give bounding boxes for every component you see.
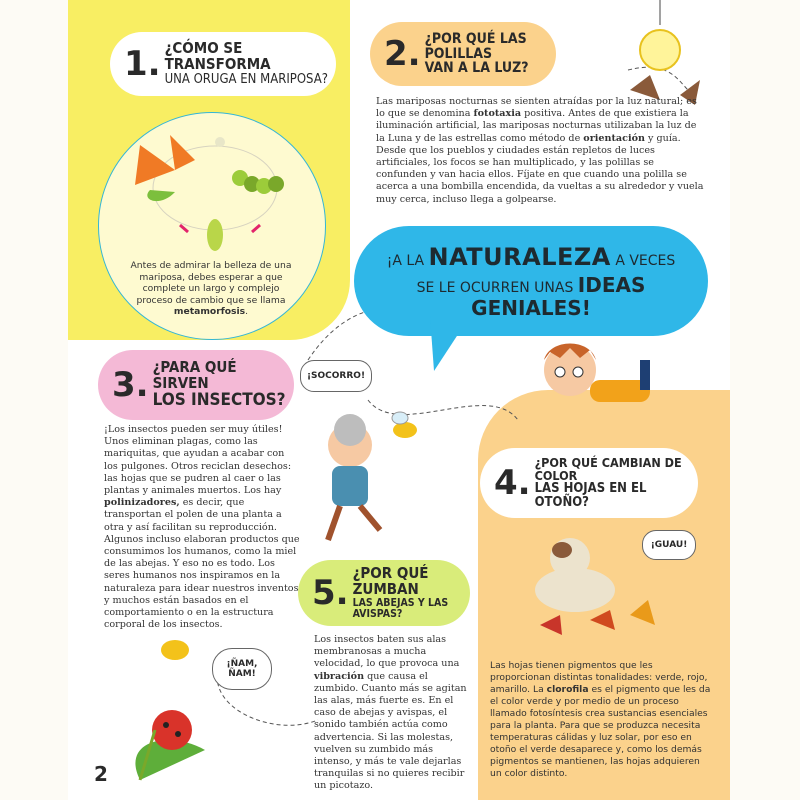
headline-part-e: IDEAS GENIALES! bbox=[471, 272, 646, 320]
nam-bubble: ¡ÑAM, ÑAM! bbox=[212, 648, 272, 690]
ladybug-bee-illustration bbox=[110, 630, 240, 790]
q5-title-line2: LAS ABEJAS Y LAS AVISPAS? bbox=[352, 596, 449, 620]
grandpa-bee-illustration bbox=[310, 400, 430, 550]
q3-number: 3. bbox=[112, 365, 149, 405]
q1-body: Antes de admirar la belleza de una mariposa, debes esperar a que complete un largo y complejo proceso de cambio que se llama metamorfosis. bbox=[130, 260, 292, 318]
q1-title-line2: UNA ORUGA EN MARIPOSA? bbox=[164, 71, 328, 87]
q5-title-line1: ¿POR QUÉ ZUMBAN bbox=[352, 564, 429, 598]
q2-number: 2. bbox=[384, 34, 421, 74]
q1-number: 1. bbox=[124, 44, 161, 84]
q4-title-line2: LAS HOJAS EN EL OTOÑO? bbox=[534, 481, 647, 511]
q2-title-line2: VAN A LA LUZ? bbox=[424, 60, 529, 77]
q1-bubble bbox=[110, 32, 336, 96]
q5-body: Los insectos baten sus alas membranosas a mucha velocidad, lo que provoca una vibración que causa el zumbido. Cuanto más se agitan las alas, más fuerte es. En el caso de abejas y avispas, el sonido también actúa como advertencia. Si las molestas, vuelven su zumbido más intenso, y más te vale dejarlas tranquilas si no quieres recibir un picotazo. bbox=[314, 634, 467, 792]
headline-part-b: NATURALEZA bbox=[428, 243, 611, 271]
q4-body: Las hojas tienen pigmentos que les proporcionan distintas tonalidades: verde, rojo, amarillo. La clorofila es el pigmento que les da el color verde y por medio de un proceso llamado fotosíntesis crea sustancias esenciales para la planta. Para que se produzca necesita temperaturas cálidas y luz solar, por eso en otoño el verde desaparece y, como los demás pigmentos se mantienen, las hojas adquieren un color distinto. bbox=[490, 660, 711, 779]
q2-title-line1: ¿POR QUÉ LAS POLILLAS bbox=[424, 30, 527, 62]
q5-number: 5. bbox=[312, 573, 349, 613]
q3-body: ¡Los insectos pueden ser muy útiles! Unos eliminan plagas, como las mariquitas, que ayudan a acabar con los pulgones. Otros reciclan desechos: las hojas que se pudren al caer o las plantas y animales muertos. Los hay polinizadores, es decir, que transportan el polen de una planta a otra y así facilitan su reproducción. Algunos incluso elaboran productos que consumimos los humanos, como la miel de las abejas. Y eso no es todo. Los seres humanos nos inspiramos en la naturaleza para idear nuestros inventos y muchos están basados en el comportamiento o en la estructura corporal de los insectos. bbox=[104, 424, 300, 631]
headline-part-a: ¡A LA bbox=[386, 253, 425, 269]
q4-bubble bbox=[480, 448, 698, 518]
q1-title-line1: ¿CÓMO SE TRANSFORMA bbox=[164, 39, 271, 74]
headline-part-c: A VECES bbox=[615, 253, 676, 269]
q4-number: 4. bbox=[494, 463, 531, 503]
socorro-bubble: ¡SOCORRO! bbox=[300, 360, 372, 392]
dog-leaves-illustration bbox=[520, 520, 680, 640]
q3-bubble bbox=[98, 350, 294, 420]
q5-bubble bbox=[298, 560, 470, 626]
metamorphosis-illustration bbox=[120, 130, 310, 260]
headline-bubble-tail bbox=[420, 316, 480, 376]
q2-bubble bbox=[370, 22, 556, 86]
guau-bubble: ¡GUAU! bbox=[642, 530, 696, 560]
q4-title-line1: ¿POR QUÉ CAMBIAN DE COLOR bbox=[534, 455, 682, 484]
q3-title-line2: LOS INSECTOS? bbox=[152, 389, 286, 410]
headline-part-d: SE LE OCURREN UNAS bbox=[416, 279, 574, 296]
boy-illustration bbox=[510, 330, 680, 420]
q3-title-line1: ¿PARA QUÉ SIRVEN bbox=[152, 358, 237, 393]
page-number: 2 bbox=[94, 762, 108, 786]
headline-bubble bbox=[354, 226, 708, 336]
q2-body: Las mariposas nocturnas se sienten atraídas por la luz natural; es lo que se denomina fototaxia positiva. Antes de que existiera la iluminación artificial, las mariposas nocturnas utilizaban la luz de la Luna y de las estrellas como método de orientación y guía. Desde que los pueblos y ciudades están repletos de luces artificiales, los focos se han multiplicado, y las polillas se confunden y van hacia ellos. Fíjate en que cuando una polilla se acerca a una bombilla encendida, da vueltas a su alrededor y vuela muy cerca, incluso llega a golpearse. bbox=[376, 96, 704, 205]
